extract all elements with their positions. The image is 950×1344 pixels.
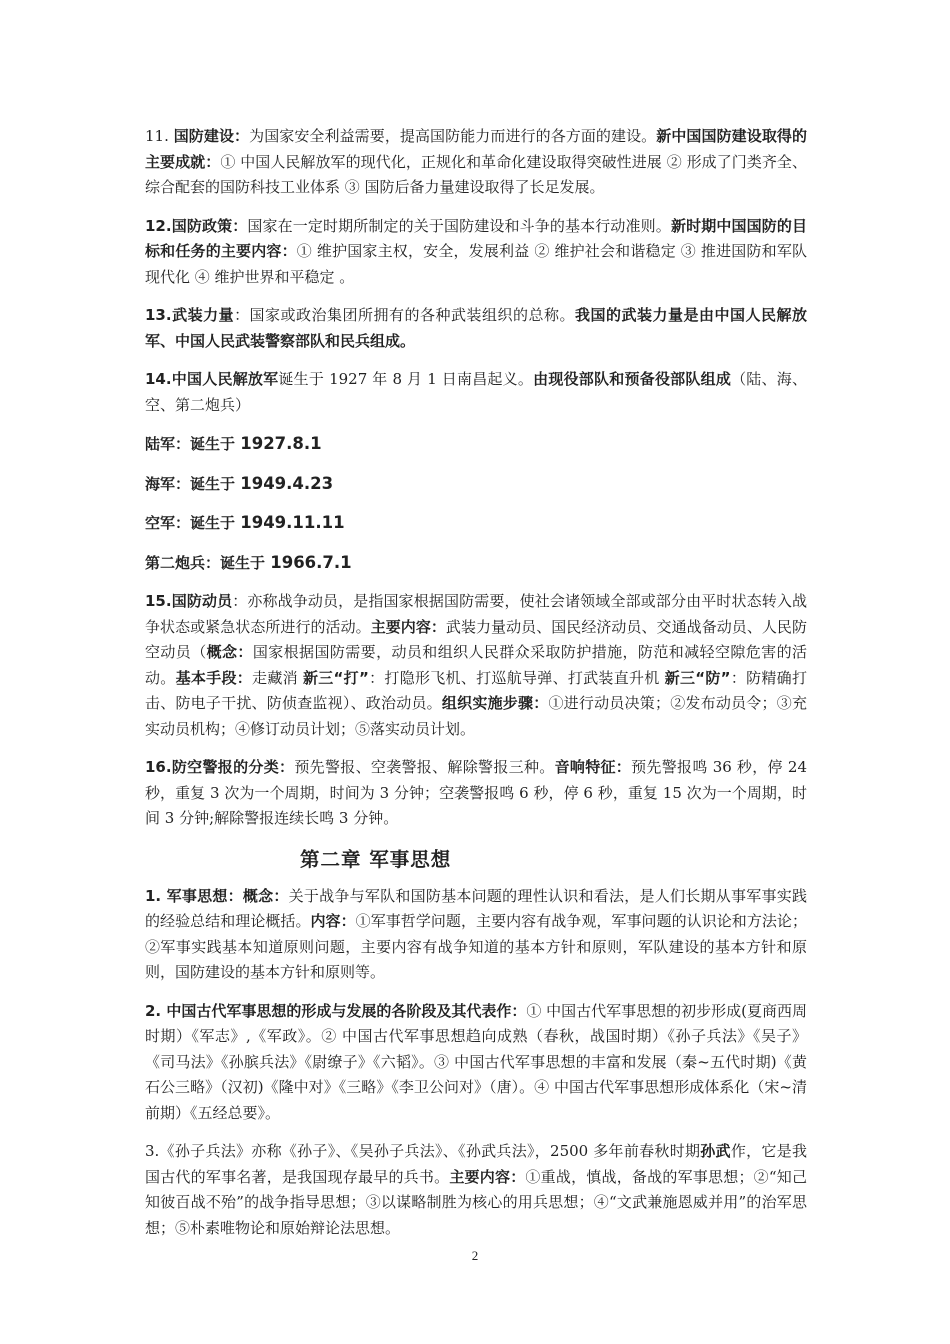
paragraph-air-raid-alarms: 16.防空警报的分类：预先警报、空袭警报、解除警报三种。音响特征：预先警报鸣 36 秒，停 24 秒，重复 3 次为一个周期，时间为 3 分钟；空袭警报鸣 6 秒，停 6 秒，重复 15 次为一个周期，时间 3 分钟;解除警报连续长鸣 3 分钟。 [145, 758, 807, 827]
page-number: 2 [471, 1248, 479, 1263]
paragraph-national-defense-mobilization: 15.国防动员：亦称战争动员，是指国家根据国防需要，使社会诸领域全部或部分由平时状态转入战争状态或紧急状态所进行的活动。主要内容：武装力量动员、国民经济动员、交通战备动员、人民防空动员（概念：国家根据国防需要，动员和组织人民群众采取防护措施，防范和减轻空隙危害的活动。基本手段：走藏消 新三“打”：打隐形飞机、打巡航导弹、打武装直升机 新三“防”：防精确打击、防电子干扰、防侦查监视）、政治动员。组织实施步骤：①进行动员决策；②发布动员令；③充实动员机构；④修订动员计划；⑤落实动员计划。 [145, 592, 807, 738]
paragraph-pla: 14.中国人民解放军诞生于 1927 年 8 月 1 日南昌起义。由现役部队和预备役部队组成（陆、海、空、第二炮兵） [145, 370, 807, 414]
service-air-force: 空军：诞生于 1949.11.11 [145, 513, 345, 532]
page-content [145, 124, 807, 1254]
paragraph-national-defense-policy: 12.国防政策：国家在一定时期所制定的关于国防建设和斗争的基本行动准则。新时期中国国防的目标和任务的主要内容：① 维护国家主权，安全，发展利益 ② 维护社会和谐稳定 ③ 推进国防和军队现代化 ④ 维护世界和平稳定 。 [145, 216, 807, 286]
service-navy: 海军：诞生于 1949.4.23 [145, 473, 334, 493]
service-army: 陆军：诞生于 1927.8.1 [145, 434, 322, 453]
paragraph-military-thought: 1. 军事思想：概念：关于战争与军队和国防基本问题的理性认识和看法，是人们长期从事军事实践的经验总结和理论概括。内容：①军事哲学问题，主要内容有战争观，军事问题的认识论和方法论；②军事实践基本知道原则问题，主要内容有战争知道的基本方针和原则，军队建设的基本方针和原则，国防建设的基本方针和原则等。 [145, 886, 807, 981]
paragraph-art-of-war: 3.《孙子兵法》亦称《孙子》、《吴孙子兵法》、《孙武兵法》，2500 多年前春秋时期孙武作，它是我国古代的军事名著，是我国现存最早的兵书。主要内容：①重战，慎战，备战的军事思想；②“知己知彼百战不殆”的战争指导思想；③以谋略制胜为核心的用兵思想；④“文武兼施恩威并用”的治军思想；⑤朴素唯物论和原始辩论法思想。 [145, 1142, 807, 1237]
paragraph-ancient-military-thought: 2. 中国古代军事思想的形成与发展的各阶段及其代表作：① 中国古代军事思想的初步形成(夏商西周时期）《军志》,《军政》。② 中国古代军事思想趋向成熟（春秋，战国时期）《孙子兵法》《吴子》《司马法》《孙膑兵法》《尉缭子》《六韬》。③ 中国古代军事思想的丰富和发展（秦~五代时期)《黄石公三略》（汉初)《隆中对》《三略》《李卫公问对》（唐）。④ 中国古代军事思想形成体系化（宋~清前期）《五经总要》。 [145, 1001, 807, 1122]
paragraph-national-defense-construction: 11. 国防建设：为国家安全利益需要，提高国防能力而进行的各方面的建设。新中国国防建设取得的主要成就：① 中国人民解放军的现代化，正规化和革命化建设取得突破性进展 ② 形成了门类齐全、综合配套的国防科技工业体系 ③ 国防后备力量建设取得了长足发展。 [145, 127, 807, 196]
paragraph-armed-forces: 13.武装力量：国家或政治集团所拥有的各种武装组织的总称。我国的武装力量是由中国人民解放军、中国人民武装警察部队和民兵组成。 [145, 306, 807, 350]
service-second-artillery: 第二炮兵：诞生于 1966.7.1 [145, 552, 352, 572]
chapter-title: 第二章 军事思想 [300, 847, 452, 871]
